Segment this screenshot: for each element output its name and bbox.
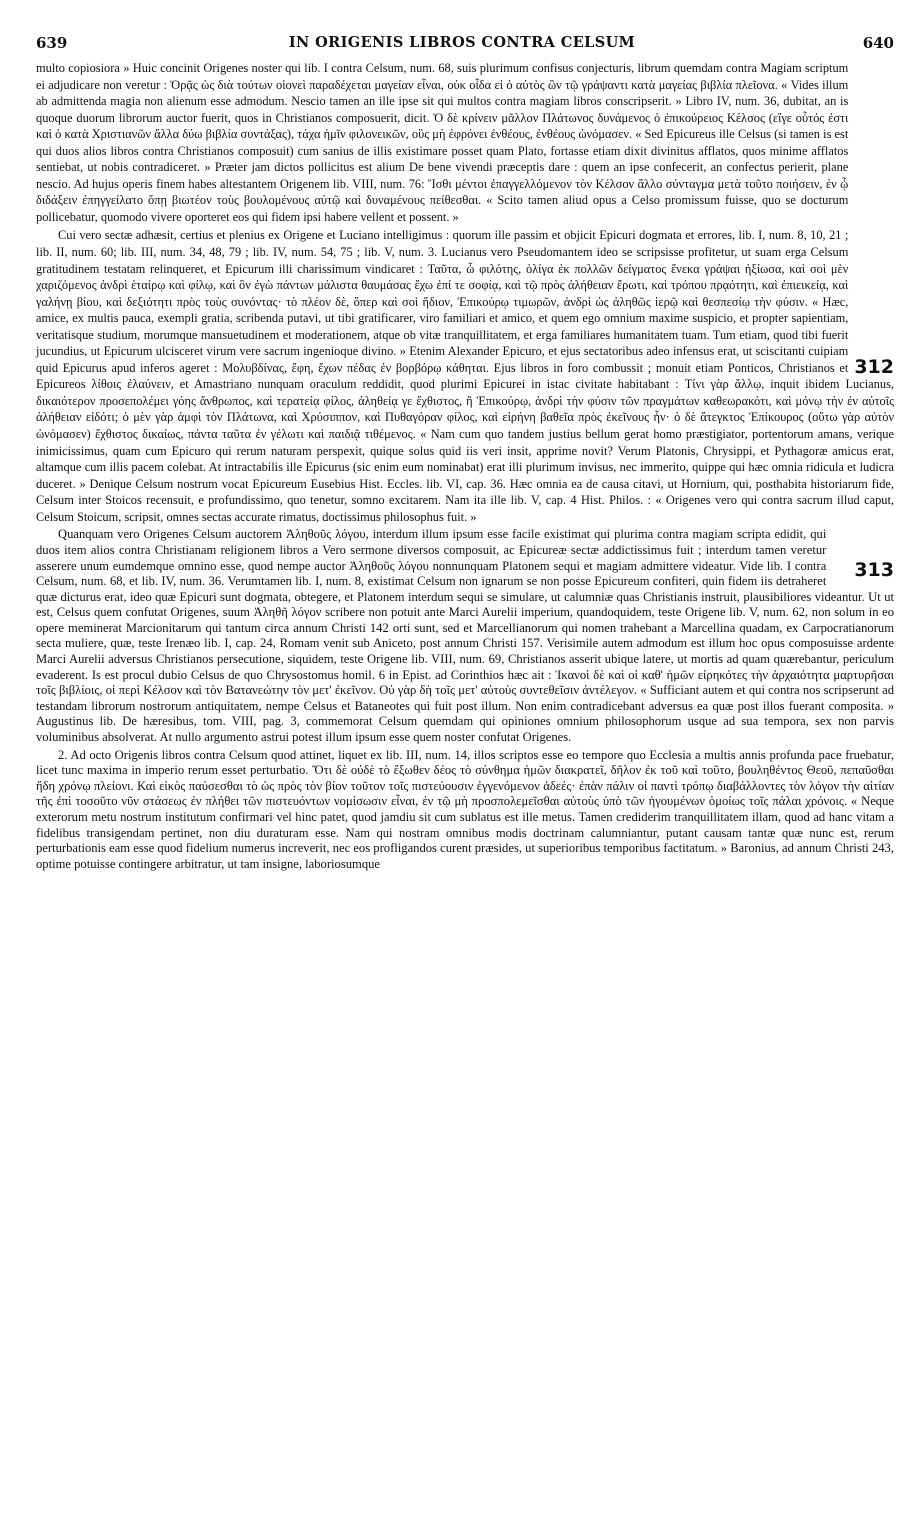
page-number-right: 640 [862,34,894,52]
margin-number-313: 313 [854,559,894,582]
page-header [30,0,894,56]
paragraph-body-2: 2. Ad octo Origenis libros contra Celsum quod attinet, liquet ex lib. III, num. 14, illos scriptos esse eo tempore quo Ecclesia a multis annis profunda pace fruebatur, licet tunc maxima in imperio rerum esset perturbatio. Ὅτι δὲ οὐδὲ τὸ ἔξωθεν δέος τὸ σύνθημα ἡμῶν διακρατεῖ, δῆλον ἐκ τοῦ καὶ τοῦτο, βουληθέντος Θεοῦ, πεπαῦσθαι ἤδη χρόνῳ πλείονι. Καὶ εἰκὸς παύσεσθαι τὸ ὡς πρὸς τὸν βίον τοῦτον τοῖς πιστεύουσιν ἐγγενόμενον ἀδεές· ἐπὰν πάλιν οἱ παντὶ τρόπῳ διαβάλλοντες τὸν λόγον τὴν αἰτίαν τῆς ἐπὶ τοσοῦτο νῦν στάσεως ἐν πλήθει τῶν πιστευόντων νομίσωσιν εἶναι, ἐν τῷ μὴ προσπολεμεῖσθαι αὐτοὺς ὑπὸ τῶν ἡγουμένων ὁμοίως τοῖς πάλαι χρόνοις. « Neque exterorum metu nostrum institutum confirmari vel hinc patet, quod jamdiu sit cum sublatus est ille metus. Tamen crediderim tranquillitatem illam, quod ad hanc vitam a fidelibus transigendam pertinet, non diu duraturam esse. Nam qui nostram omnibus modis doctrinam calumniantur, putant causam tantæ quæ nunc est, rerum perturbationis eam esse quod fidelium numerus increverit, nec eos profligandos curent præsides, ut superioribus temporibus factitatum. » Baronius, ad annum Christi 243, optime potuisse contingere arbitratur, ut tam insigne, laboriosumque [36,747,894,871]
margin-number-312: 312 [854,356,894,378]
page-number-left: 639 [36,34,68,52]
paragraph-note-2: Cui vero sectæ adhæsit, certius et plenius ex Origene et Luciano intelligimus : quorum ille passim et objicit Epicuri dogmata et errores, lib. I, num. 8, 10, 21 ; lib. II, num. 60; lib. III, num. 34, 48, 79 ; lib. IV, num. 54, 75 ; lib. V, num. 3. Lucianus vero Pseudomantem ideo se scripsisse profitetur, ut suam erga Celsum gratitudinem testatam relinqueret, et Epicurum illi charissimum vindicaret : Ταῦτα, ὦ φιλότης, ὀλίγα ἐκ πολλῶν δείγματος ἕνεκα γράψαι ἠξίωσα, καὶ σοὶ μὲν χαριζόμενος ἀνδρὶ ἑταίρῳ καὶ φίλῳ, καὶ ὃν ἐγὼ πάντων μάλιστα θαυμάσας ἔχω ἐπί τε σοφίᾳ, καὶ τῷ πρὸς ἀλήθειαν ἔρωτι, καὶ τρόπου πρᾳότητι, καὶ ἐπιεικείᾳ, καὶ γαλήνῃ βίου, καὶ δεξιότητι πρὸς τοὺς συνόντας· τὸ πλέον δὲ, ὅπερ καὶ σοὶ ἥδιον, Ἐπικούρῳ τιμωρῶν, ἀνδρὶ ὡς ἀληθῶς ἱερῷ καὶ θεσπεσίῳ τὴν φύσιν. « Hæc, amice, ex multis pauca, exempli gratia, scribenda putavi, ut tibi gratificarer, viro familiari et amico, et quem ego omnium maxime suspicio, et propter sapientiam, veritatisque studium, morumque mansuetudinem et moderationem, atque ob vitæ tranquillitatem, et erga familiares humanitatem tuam. Tum etiam, quod tibi fuerit jucundius, ut Epicurum ulcisceret virum vere sacrum ingenioque divino. » Etenim Alexander Epicuro, et ejus sectatoribus adeo infensus erat, ut sciscitanti cuipiam quid Epicurus apud inferos ageret : Μολυβδίνας, ἔφη, ἔχων πέδας ἐν βορβόρῳ κάθηται. Ejus libros in foro combussit ; monuit etiam Ponticos, Christianos et Epicureos λίθοις ἐλαύνειν, et Amastriano nunquam oraculum reddidit, quod plurimi Epicurei in istac civitate habitabant : Τίνι γὰρ ἄλλῳ, inquit ibidem Lucianus, δικαιότερον προσεπολέμει γόης ἄνθρωπος, καὶ τερατείᾳ φίλος, ἀληθείᾳ γε ἔχθιστος, ἢ Ἐπικούρῳ, ἀνδρὶ τὴν φύσιν τῶν πραγμάτων καθεωρακότι, καὶ μόνῳ τὴν ἐν αὐτοῖς ἀλήθειαν εἰδότι; ὁ μὲν γὰρ ἀμφὶ τὸν Πλάτωνα, καὶ Χρύσιππον, καὶ Πυθαγόραν φίλος, καὶ εἰρήνη βαθεῖα πρὸς ἐκεῖνους ἦν· ὁ δὲ ἄτεγκτος Ἐπίκουρος (οὕτω γὰρ αὐτὸν ὠνόμασεν) ἔχθιστος δικαίως, πάντα ταῦτα ἐν γέλωτι καὶ παιδιᾷ τιθέμενος. « Nam cum quo tandem justius bellum gerat homo præstigiator, portentorum amans, verique inimicissimus, quam cum Epicuro qui rerum naturam perspexit, quique solus quid iis veri insit, apprime novit? Verum Platonis, Chrysippi, et Pythagoræ amicus erat, altamque cum illis pacem colebat. At intractabilis ille Epicurus (sic enim eum nominabat) erat illi plurimum invisus, nec immerito, quippe qui hæc omnia ridicula et ludicra duceret. » Denique Celsum nostrum vocat Epicureum Eusebius Hist. Eccles. lib. VI, cap. 36. Hæc omnia ea de causa citavi, ut Hornium, qui, posthabita historiarum fide, Celsum inter Stoicos recensuit, e profundissimo, quo tenetur, somno excitarem. Nam ita ille lib. V, cap. 4 Hist. Philos. : « Origenes vero qui contra sacrum illud caput, Celsum Stoicum, scripsit, omnes sectas accurate rimatus, doctissimus philosophus fuit. » [36,228,894,524]
paragraph-text: multo copiosiora » Huic concinit Origenes noster qui lib. I contra Celsum, num. 68, suis plurimum confisus conjecturis, librum quemdam contra Magiam scriptum ei adjudicare non veretur : Ὁρᾷς ὡς διὰ τούτων οἱονεὶ παραδέχεται μαγείαν εἶναι, οὐκ οἶδα εἰ ὁ αὐτὸς ὢν τῷ γράψαντι κατὰ μαγείας βιβλία πλεῖονα. « Vides illum ab admittenda magia non alienum esse admodum. Nescio tamen an ille ipse sit qui multos contra magiam libros conscripserit. » Libro IV, num. 36, dubitat, an is quoque duorum librorum auctor fuerit, quos in Christianos composuerit, dicit. Ὁ δὲ κρίνειν μᾶλλον Πλάτωνος δυνάμενος ὁ ἐπικούρειος Κέλσος (εἴγε οὗτός ἐστι καὶ ὁ κατὰ Χριστιανῶν ἄλλα δύω βιβλία συντάξας), τάχα ἡμῖν φιλονεικῶν, οὓς μὴ ἐφρόνει ἐνθέους, ἐνθέους ὠνόμασεν. « Sed Epicureus ille Celsus (si tamen is est qui duos alios libros contra Christianos composuit) cum sanius de illis existimare posset quam Plato, fortasse etiam dixit divinitus afflatos, quos minime afflatos sentiebat, ut nobis contradiceret. » Præter jam dictos pollicitus est alium De bene vivendi præceptis dare : quem an ipse confecerit, an confectus perierit, plane nescio. Ad hujus operis finem habes altestantem Origenem lib. VIII, num. 76: Ἴσθι μέντοι ἐπαγγελλόμενον τὸν Κέλσον ἄλλο σύνταγμα μετὰ τοῦτο ποιήσειν, ἐν ᾧ διδάξειν ἐπηγγείλατο ὅπῃ βιωτέον τοὺς βουλομένους αὐτῷ καὶ δυναμένους πείθεσθαι. « Scito tamen aliud opus a Celso promissum fuisse, quo se docturum pollicebatur, quomodo vivere oporteret eos qui fidem ipsi habere vellent et possent. » [36,61,849,224]
paragraph-text: Quanquam vero Origenes Celsum auctorem Ἀληθοῦς λόγου, interdum illum ipsum esse facile existimat qui plurima contra magiam scripta edidit, qui duos item alios contra Christianam religionem libros a Vero sermone diversos composuit, ac Epicureæ sectæ addictissimus fuit ; interdum tamen veretur asserere unum eumdemque omnino esse, quod nempe auctor Ἀληθοῦς λόγου nonnunquam Platonem sequi et magiam admittere videatur. Vide lib. I contra Celsum, num. 68, et lib. IV, num. 36. Verumtamen lib. I, num. 8, existimat Celsum non ignarum se non posse Epicureum confiteri, quin fidem iis detraheret quæ dicturus erat, ideo quæ Epicuri sunt dogmata, obtegere, et Platonem interdum sequi se simulare, ut calumniæ quas Christianis instruit, plausibiliores videantur. Ut ut est, Celsus quem confutat Origenes, suum Ἀληθῆ λόγον scribere non potuit ante Marci Aurelii imperium, quandoquidem, teste Origene lib. V, num. 62, non solum in eo opere meminerat Marcionitarum qui tantum circa annum Christi 142 orti sunt, sed et Marcellianorum qui nomen trahebant a Marcellina quadam, ex Carpocratianorum secta muliere, quæ, teste Irenæo lib. I, cap. 24, Romam venit sub Aniceto, post annum Christi 157. Verisimile autem admodum est illum hoc opus composuisse ardente Marci Aurelii adversus Christianos persecutione, siquidem, teste Origene lib. VIII, num. 69, Christianos asserit ubique latere, ut mortis ad quam quærebantur, periculum evaderent. Is est procul dubio Celsus de quo Chrysostomus homil. 6 in Epist. ad Corinthios hæc ait : Ἱκανοὶ δὲ καὶ οἱ καθ' ἡμῶν εἰρηκότες τὴν ἀρχαιότητα μαρτυρῆσαι τοῖς βιβλίοις, οἱ περὶ Κέλσον καὶ τὸν Βατανεώτην τὸν μετ' ἐκεῖνον. Οὐ γὰρ δὴ τοῖς μετ' αὐτοὺς συντεθεῖσιν ἀντέλεγον. « Sufficiant autem et qui contra nos scripserunt ad testandam librorum nostrorum antiquitatem, nempe Celsus et Bataneotes qui fuit post illum. Non enim contradicebant adversus ea quæ post illos fuerant composita. » Augustinus lib. De hæresibus, tom. VIII, pag. 3, commemorat Celsum quemdam qui opiniones omnium philosophorum usque ad sua tempora, sex non parvis voluminibus absolverat. At nullo argumento astrui potest illum ipsum esse quem noster confutat Origenes. [36,527,894,745]
page-body [36,60,894,874]
running-title: IN ORIGENIS LIBROS CONTRA CELSUM [288,34,636,51]
page [30,0,894,871]
paragraph-body-1 [36,527,894,745]
